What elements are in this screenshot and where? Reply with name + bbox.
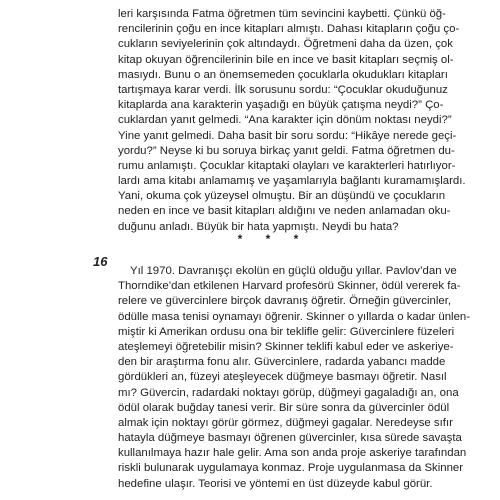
- text-line: ödülle masa tenisi oynamayı öğrenir. Skinner o yıllarda o kadar ünlen-: [118, 310, 471, 323]
- text-line: kitaplarda ana karakterin yaşadığı en büyük çatışma neydi?” Ço-: [118, 99, 444, 112]
- text-line: Yıl 1970. Davranışçı ekolün en güçlü olduğu yıllar. Pavlov’dan ve: [130, 265, 457, 277]
- text-line: duğunu anladı. Büyük bir hata yapmıştı. Neydi bu hata?: [118, 220, 399, 233]
- text-line: ateşlemeyi öğretebilir misin? Skinner teklifi kabul eder ve askeriye-: [118, 340, 454, 353]
- text-line: leri karşısında Fatma öğretmen tüm sevincini kaybetti. Çünkü öğ-: [118, 8, 446, 20]
- page-number: 16: [93, 254, 108, 269]
- text-line: cuklardan yanıt gelmedi. “Ana karakter için dönüm noktası neydi?”: [118, 114, 452, 127]
- text-line: yordu?” Neyse ki bu soruya birkaç yanıt geldi. Fatma öğretmen du-: [118, 144, 455, 157]
- text-line: masıydı. Bunu o an önemsemeden çocuklarla okudukları kitapları: [118, 68, 448, 81]
- paragraph-bottom: [118, 264, 471, 492]
- text-line: Yani, okuma çok yüzeysel olmuştu. Bir an düşündü ve çocukların: [118, 190, 446, 203]
- text-line: lardı ama kitabı anlamamış ve yaşamlarıyla bağlantı kuramamışlardı.: [118, 175, 466, 188]
- text-line: hatayla düğmeye basmayı öğrenen güvercinler, kısa sürede savaşta: [118, 432, 462, 445]
- text-line: relere ve güvercinlere birçok davranış öğretir. Örneğin güvercinler,: [118, 295, 452, 308]
- text-line: Yine yanıt gelmedi. Daha basit bir soru sordu: “Hikâye nerede geçi-: [118, 129, 457, 142]
- text-line: riskli bulunarak uygulamaya konmaz. Proje uygulanmasa da Skinner: [118, 462, 464, 475]
- text-line: neden en ince ve basit kitapları aldığını ve neden anlamadan oku-: [118, 205, 451, 218]
- text-line: tartışmaya karar verdi. İlk sorusunu sordu: “Çocuklar okuduğunuz: [118, 83, 448, 96]
- text-line: rumu anlamıştı. Çocuklar kitaptaki olayları ve karakterleri hatırlıyor-: [118, 159, 456, 172]
- text-line: rencilerinin çoğu en ince kitapları almıştı. Dahası kitapların çoğu ço-: [118, 23, 460, 36]
- text-line: mı? Güvercin, radardaki noktayı görüp, düğmeyi gagaladığı an, ona: [118, 386, 459, 399]
- text-line: Thorndike’dan etkilenen Harvard profesörü Skinner, ödül vererek fa-: [118, 280, 461, 293]
- text-line: almak için noktayı görür görmez, düğmeyi gagalar. Neredeyse sıfır: [118, 416, 453, 429]
- text-line: cukların seviyelerinin çok altındaydı. Öğretmeni daha da üzen, çok: [118, 38, 453, 51]
- paragraph-top: [118, 7, 466, 235]
- text-line: miştir ki Amerikan ordusu ona bir teklifle gelir: Güvercinlere füzeleri: [118, 325, 455, 338]
- text-line: gördükleri an, füzeyi ateşleyecek düğmeye basmayı öğretir. Nasıl: [118, 371, 447, 384]
- section-separator: * * *: [237, 232, 309, 246]
- text-line: ödül olarak buğday tanesi verir. Bir süre sonra da güvercinler ödül: [118, 401, 450, 414]
- text-line: den bir araştırma fonu alır. Güvercinlere, radarda yabancı madde: [118, 356, 446, 369]
- text-line: kitap okuyan öğrencilerinin bile en ince ve basit kitapları seçmiş ol-: [118, 53, 454, 66]
- text-line: kullanılmaya hazır hale gelir. Ama son anda proje askeriye tarafından: [118, 447, 467, 460]
- text-line: hedefine ulaşır. Teorisi ve yöntemi en üst düzeyde kabul görür.: [118, 477, 433, 490]
